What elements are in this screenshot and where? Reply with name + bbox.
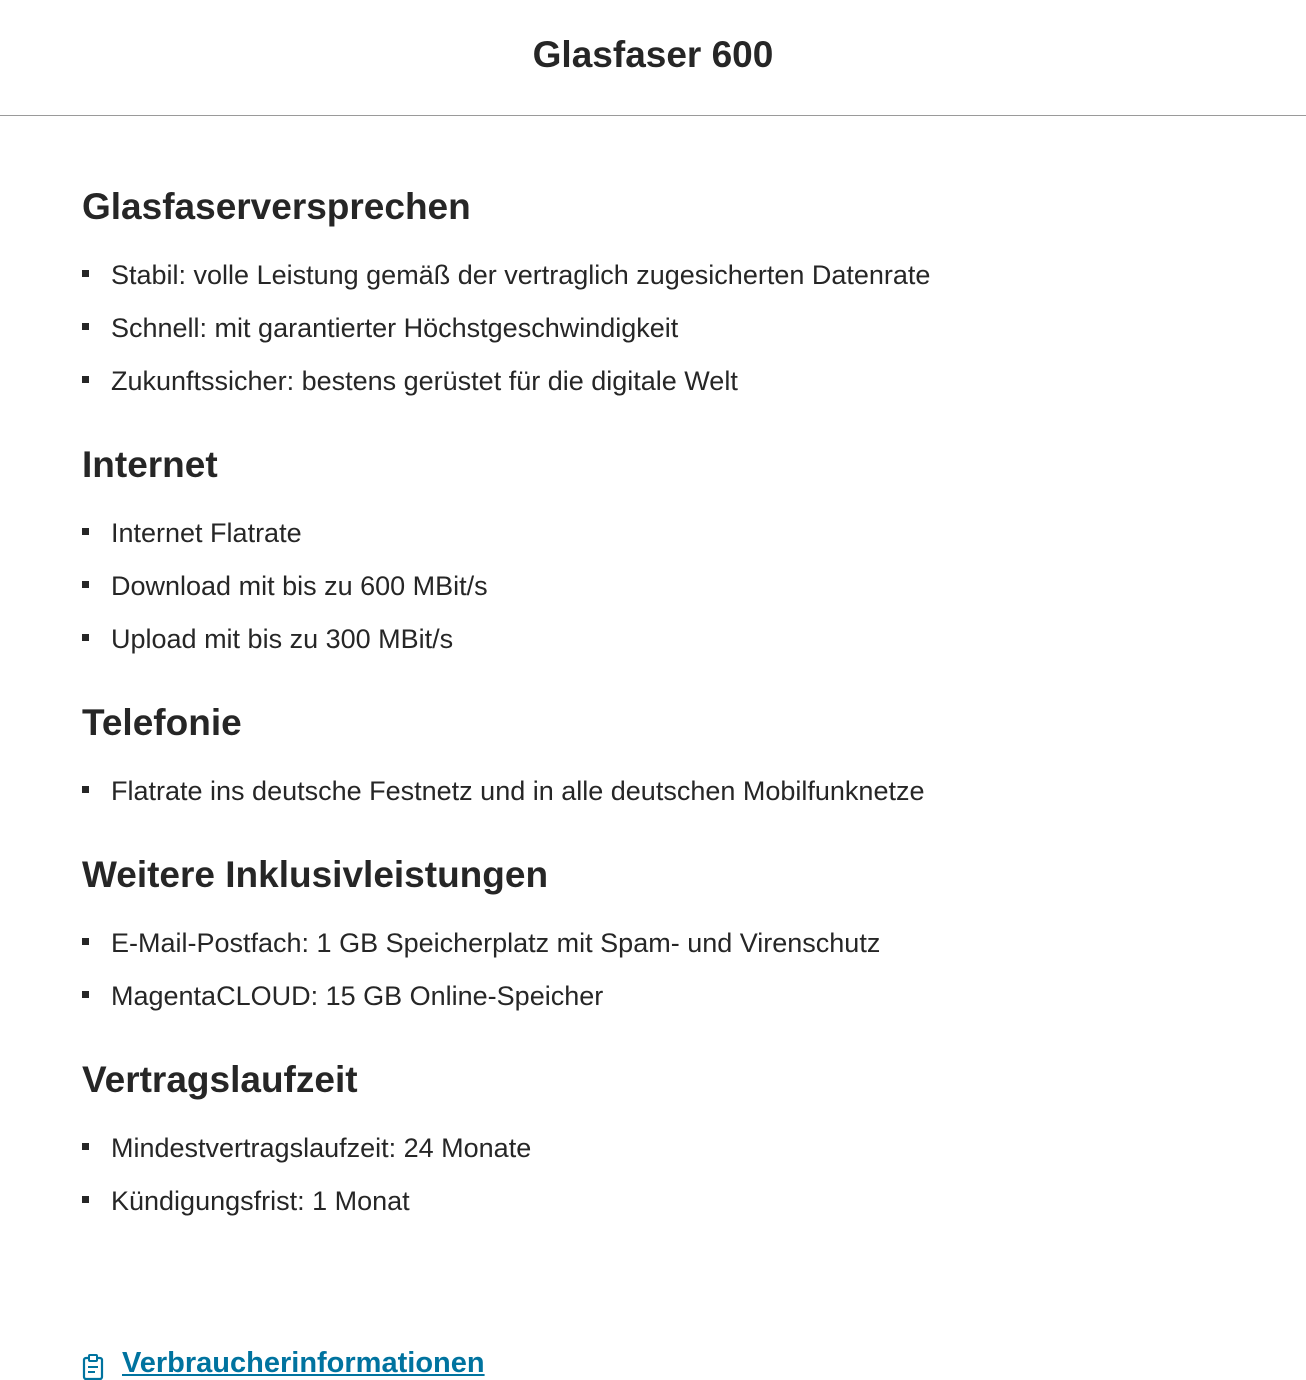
list-item [82, 311, 1306, 345]
list-item-text: Flatrate ins deutsche Festnetz und in alle deutschen Mobilfunknetze [111, 776, 925, 806]
list-item-text: Download mit bis zu 600 MBit/s [111, 571, 488, 601]
bullet-icon [82, 786, 89, 793]
page-title: Glasfaser 600 [532, 33, 774, 75]
section-vertragslaufzeit [82, 1055, 1306, 1218]
section-title: Telefonie [82, 702, 242, 743]
bullet-icon [82, 1143, 89, 1150]
bullet-icon [82, 634, 89, 641]
tariff-details [0, 116, 1306, 1218]
bullet-icon [82, 270, 89, 277]
list-item-text: E-Mail-Postfach: 1 GB Speicherplatz mit Spam- und Virenschutz [111, 928, 881, 958]
section-glasfaserversprechen [82, 182, 1306, 398]
bullet-icon [82, 991, 89, 998]
list-item-text: Schnell: mit garantierter Höchstgeschwindigkeit [111, 313, 679, 343]
section-telefonie [82, 698, 1306, 808]
list-item-text: Stabil: volle Leistung gemäß der vertraglich zugesicherten Datenrate [111, 260, 931, 290]
list-item [82, 979, 1306, 1013]
list-item-text: Upload mit bis zu 300 MBit/s [111, 624, 454, 654]
list-item-text: Internet Flatrate [111, 518, 302, 548]
clipboard-icon [82, 1354, 104, 1380]
feature-list [82, 1131, 1306, 1218]
page-header [0, 0, 1306, 116]
list-item-text: Mindestvertragslaufzeit: 24 Monate [111, 1133, 532, 1163]
bullet-icon [82, 376, 89, 383]
list-item [82, 364, 1306, 398]
section-title: Internet [82, 444, 218, 485]
list-item [82, 774, 1306, 808]
section-title: Glasfaserversprechen [82, 186, 471, 227]
list-item [82, 516, 1306, 550]
list-item [82, 569, 1306, 603]
list-item [82, 258, 1306, 292]
feature-list [82, 516, 1306, 656]
bullet-icon [82, 1196, 89, 1203]
section-title: Vertragslaufzeit [82, 1059, 358, 1100]
feature-list [82, 926, 1306, 1013]
feature-list [82, 774, 1306, 808]
section-internet [82, 440, 1306, 656]
consumer-information-link[interactable] [82, 1346, 485, 1380]
section-weitere-inklusivleistungen [82, 850, 1306, 1013]
bullet-icon [82, 938, 89, 945]
list-item [82, 926, 1306, 960]
list-item-text: MagentaCLOUD: 15 GB Online-Speicher [111, 981, 604, 1011]
bullet-icon [82, 581, 89, 588]
list-item-text: Kündigungsfrist: 1 Monat [111, 1186, 410, 1216]
feature-list [82, 258, 1306, 398]
list-item [82, 1184, 1306, 1218]
list-item [82, 1131, 1306, 1165]
list-item [82, 622, 1306, 656]
bullet-icon [82, 323, 89, 330]
consumer-information-label: Verbraucherinformationen [122, 1347, 485, 1379]
list-item-text: Zukunftssicher: bestens gerüstet für die digitale Welt [111, 366, 738, 396]
section-title: Weitere Inklusivleistungen [82, 854, 549, 895]
bullet-icon [82, 528, 89, 535]
